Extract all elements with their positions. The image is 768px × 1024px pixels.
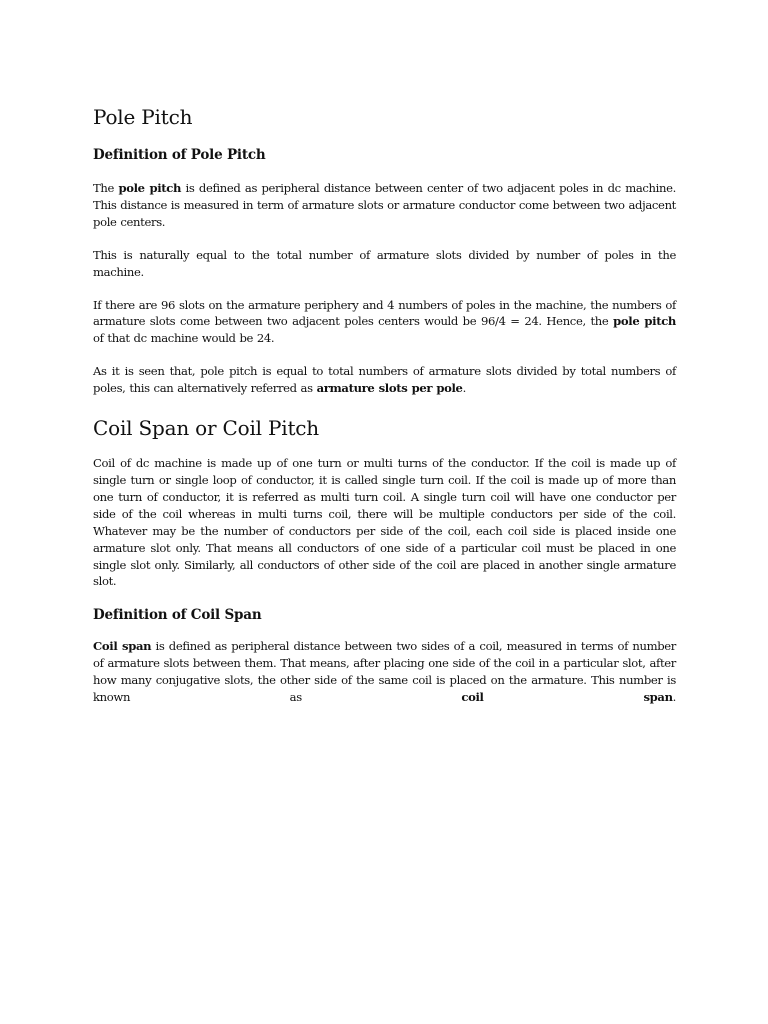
- bold-term: armature slots per pole: [316, 381, 463, 396]
- text-run: .: [672, 690, 676, 705]
- text-run: If there are 96 slots on the armature periphery and 4 numbers of poles in the machine, the numbers of armature slots come between two adjacent poles centers would be 96/4 = 24. Hence, the: [93, 297, 676, 329]
- pole-pitch-paragraph-4: [93, 363, 676, 397]
- bold-term: pole pitch: [118, 181, 182, 195]
- coil-span-heading: Coil Span or Coil Pitch: [93, 416, 319, 441]
- bold-term: pole pitch: [613, 314, 676, 329]
- text-run: is defined as peripheral distance between two sides of a coil, measured in terms of number of armature slots between them. That means, after placing one side of the coil in a particular slot, after how many conjugative slots, the other side of the same coil is placed on the armature. This number is known as: [93, 639, 676, 705]
- pole-pitch-paragraph-2: This is naturally equal to the total number of armature slots divided by number of poles in the machine.: [93, 247, 676, 279]
- document-page: [93, 104, 676, 722]
- pole-pitch-heading: Pole Pitch: [93, 105, 193, 129]
- text-run: of that dc machine would be 24.: [93, 331, 275, 346]
- pole-pitch-definition-heading: Definition of Pole Pitch: [93, 147, 266, 163]
- coil-span-paragraph-2: [93, 638, 676, 706]
- text-run: As it is seen that, pole pitch is equal to total numbers of armature slots divided by total numbers of poles, this can alternatively referred as: [93, 364, 676, 396]
- pole-pitch-paragraph-3: [93, 297, 676, 348]
- pole-pitch-paragraph-1: [93, 180, 676, 231]
- text-run: is defined as peripheral distance between center of two adjacent poles in dc machine. This distance is measured in term of armature slots or armature conductor come between two adjacent pole centers.: [93, 181, 676, 229]
- coil-span-definition-heading: Definition of Coil Span: [93, 607, 262, 624]
- bold-term: coil span: [461, 690, 673, 705]
- text-run: The: [93, 181, 119, 195]
- text-run: .: [462, 381, 466, 396]
- coil-span-paragraph-1: Coil of dc machine is made up of one turn or multi turns of the conductor. If the coil is made up of single turn or single loop of conductor, it is called single turn coil. If the coil is made up of more than one turn of conductor, it is referred as multi turn coil. A single turn coil will have one conductor per side of the coil whereas in multi turns coil, there will be multiple conductors per side of the coil. Whatever may be the number of conductors per side of the coil, each coil side is placed inside one armature slot only. That means all conductors of one side of a particular coil must be placed in one single slot only. Similarly, all conductors of other side of the coil are placed in another single armature slot.: [93, 456, 676, 589]
- bold-term: Coil span: [93, 639, 152, 654]
